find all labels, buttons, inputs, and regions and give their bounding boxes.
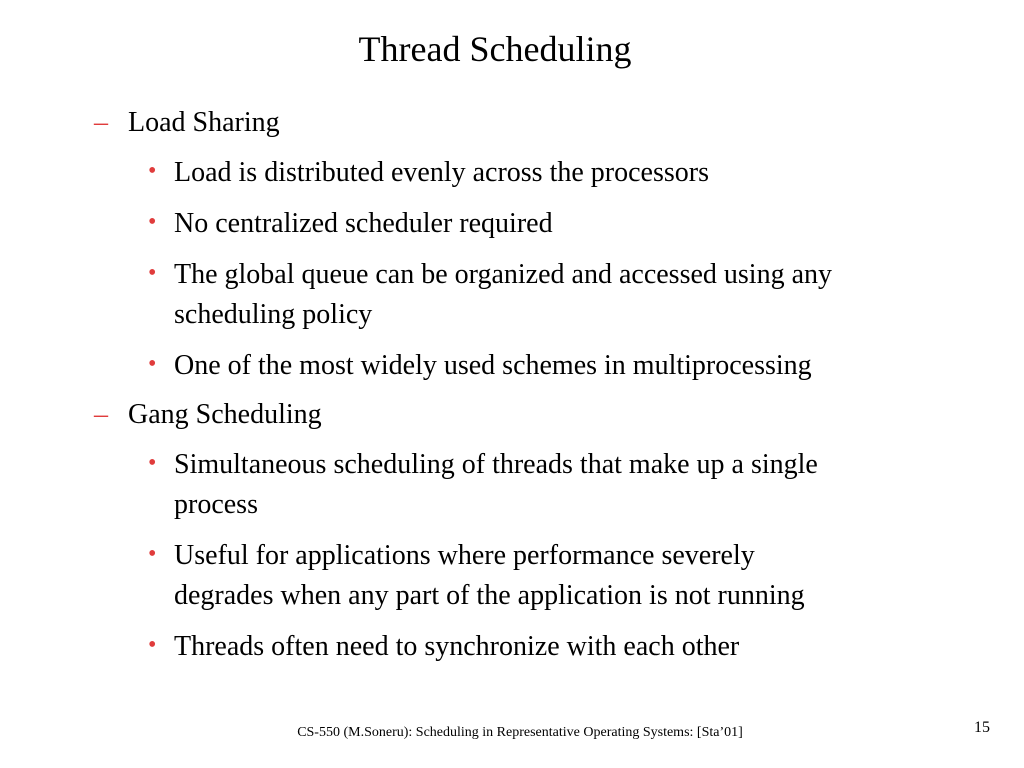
slide-footer: CS-550 (M.Soneru): Scheduling in Representative Operating Systems: [Sta’01] — [297, 725, 743, 740]
list-item-text: One of the most widely used schemes in multiprocessing — [174, 350, 812, 381]
list-item-text-continued: degrades when any part of the application is not running — [174, 580, 805, 611]
section-heading-label: Gang Scheduling — [128, 399, 322, 430]
section-heading-label: Load Sharing — [128, 107, 280, 138]
list-item — [148, 255, 990, 335]
list-item-text: No centralized scheduler required — [174, 208, 553, 239]
bullet-icon: • — [148, 260, 157, 286]
bullet-icon: • — [148, 541, 157, 567]
bullet-icon: • — [148, 351, 157, 377]
list-item — [148, 153, 990, 193]
list-item-text-continued: scheduling policy — [174, 299, 373, 330]
list-item — [148, 204, 990, 244]
list-item — [148, 346, 990, 386]
page-number: 15 — [974, 719, 990, 736]
slide-title: Thread Scheduling — [358, 29, 632, 69]
list-item-text-continued: process — [174, 489, 258, 520]
dash-marker: – — [94, 399, 108, 430]
list-item — [148, 627, 990, 667]
bullet-icon: • — [148, 632, 157, 658]
list-item — [148, 536, 990, 616]
list-item — [148, 445, 990, 525]
bullet-icon: • — [148, 158, 157, 184]
list-item-text: Useful for applications where performance severely — [174, 540, 755, 571]
dash-marker: – — [94, 107, 108, 138]
section-heading-gang-scheduling — [90, 396, 990, 434]
section-heading-load-sharing — [90, 104, 990, 142]
list-item-text: Threads often need to synchronize with each other — [174, 631, 740, 662]
bullet-icon: • — [148, 450, 157, 476]
list-item-text: Load is distributed evenly across the processors — [174, 157, 709, 188]
bullet-icon: • — [148, 209, 157, 235]
slide-content — [90, 94, 990, 667]
list-item-text: Simultaneous scheduling of threads that make up a single — [174, 449, 818, 480]
list-item-text: The global queue can be organized and accessed using any — [174, 259, 832, 290]
